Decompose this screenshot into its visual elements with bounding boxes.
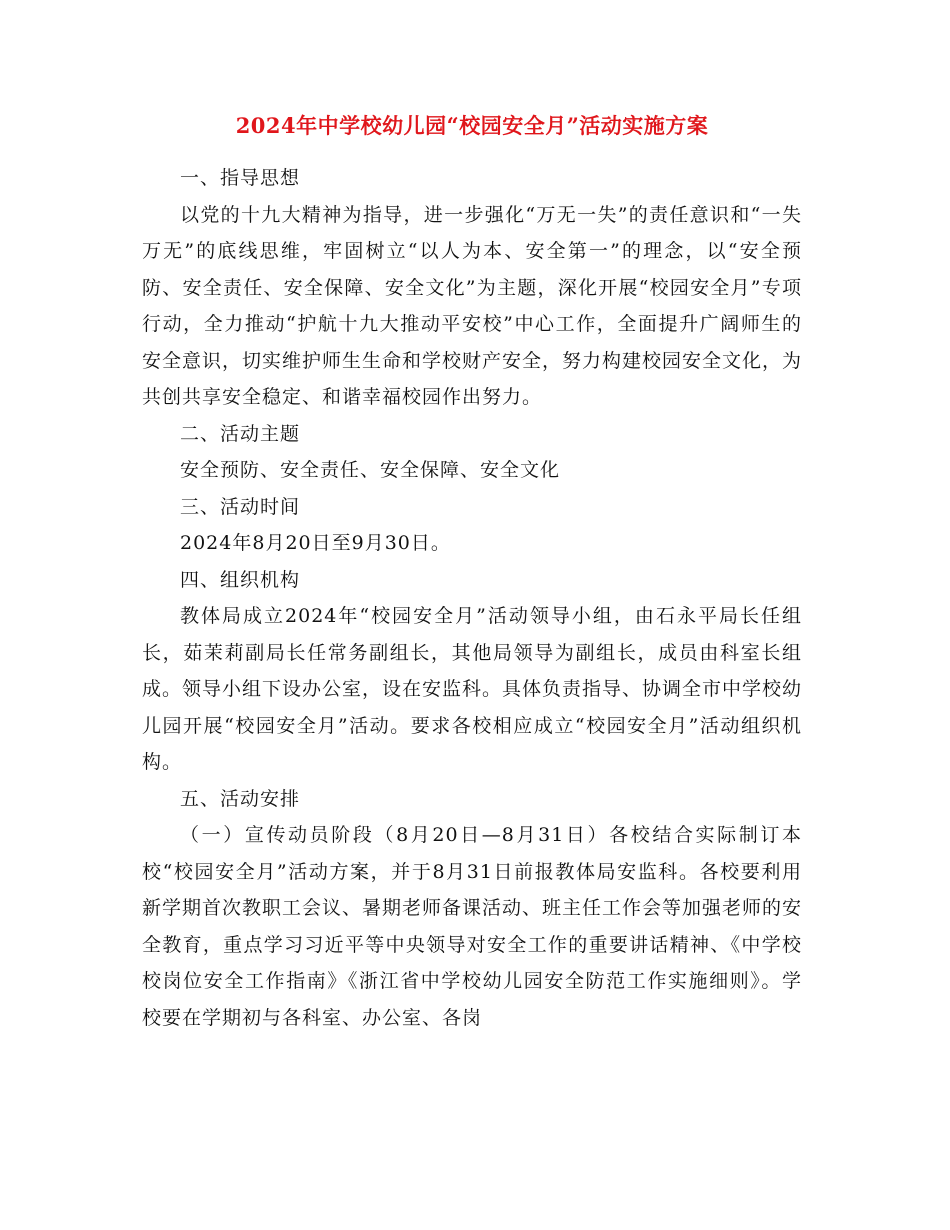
document-title: 2024年中学校幼儿园“校园安全月”活动实施方案 (235, 113, 709, 138)
section-heading-activity-time: 三、活动时间 (180, 495, 301, 518)
paragraph-organization: 教体局成立2024年“校园安全月”活动领导小组，由石永平局长任组长，茹茉莉副局长任常务副组长，其他局领导为副组长，成员由科室长组成。领导小组下设办公室，设在安监科。具体负责指导、协调全市中学校幼儿园开展“校园安全月”活动。要求各校相应成立“校园安全月”活动组织机构。 (142, 605, 803, 773)
paragraph-activity-time: 2024年8月20日至9月30日。 (180, 532, 451, 554)
paragraph-activity-theme: 安全预防、安全责任、安全保障、安全文化 (180, 459, 561, 481)
document-body (142, 108, 802, 1036)
section-heading-guiding-ideology: 一、指导思想 (180, 167, 301, 189)
section-heading-activity-arrangement: 五、活动安排 (180, 787, 301, 810)
paragraph-publicity-stage: （一）宣传动员阶段（8月20日—8月31日）各校结合实际制订本校“校园安全月”活动方案，并于8月31日前报教体局安监科。各校要利用新学期首次教职工会议、暑期老师备课活动、班主任工作会等加强老师的安全教育，重点学习习近平等中央领导对安全工作的重要讲话精神、《中学校校岗位安全工作指南》《浙江省中学校幼儿园安全防范工作实施细则》。学校要在学期初与各科室、办公室、各岗 (142, 824, 803, 1029)
paragraph-guiding-ideology: 以党的十九大精神为指导，进一步强化“万无一失”的责任意识和“一失万无”的底线思维，牢固树立“以人为本、安全第一”的理念，以“安全预防、安全责任、安全保障、安全文化”为主题，深化开展“校园安全月”专项行动，全力推动“护航十九大推动平安校”中心工作，全面提升广阔师生的安全意识，切实维护师生生命和学校财产安全，努力构建校园安全文化，为共创共享安全稳定、和谐幸福校园作出努力。 (142, 203, 803, 408)
section-heading-activity-theme: 二、活动主题 (180, 422, 301, 445)
section-heading-organization: 四、组织机构 (180, 568, 301, 591)
